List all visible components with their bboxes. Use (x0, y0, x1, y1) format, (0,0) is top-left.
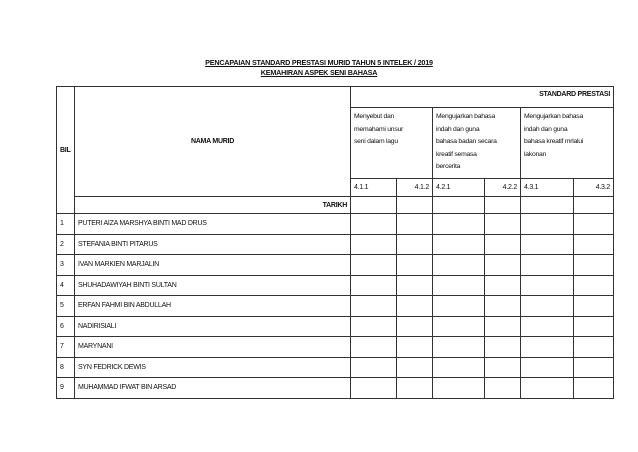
score-cell[interactable] (521, 337, 574, 358)
table-row (57, 296, 614, 317)
score-cell[interactable] (485, 337, 521, 358)
standard-prestasi-header: STANDARD PRESTASI (351, 87, 614, 108)
student-name: MARYNANI (75, 337, 351, 358)
row-number: 3 (57, 255, 75, 276)
score-cell[interactable] (574, 357, 614, 378)
table-row (57, 357, 614, 378)
score-cell[interactable] (485, 234, 521, 255)
table-row (57, 316, 614, 337)
code-4-3-2: 4.3.2 (574, 179, 614, 197)
score-cell[interactable] (574, 234, 614, 255)
student-name: IVAN MARKIEN MARJALIN (75, 255, 351, 276)
achievement-table (56, 86, 614, 399)
score-cell[interactable] (485, 255, 521, 276)
score-cell[interactable] (351, 234, 397, 255)
score-cell[interactable] (574, 378, 614, 399)
date-cell[interactable] (351, 197, 397, 214)
score-cell[interactable] (351, 357, 397, 378)
score-cell[interactable] (397, 337, 433, 358)
nama-murid-header: NAMA MURID (75, 87, 351, 197)
row-number: 2 (57, 234, 75, 255)
score-cell[interactable] (433, 275, 485, 296)
score-cell[interactable] (433, 316, 485, 337)
score-cell[interactable] (574, 337, 614, 358)
score-cell[interactable] (521, 357, 574, 378)
score-cell[interactable] (574, 255, 614, 276)
score-cell[interactable] (397, 214, 433, 235)
document-title: PENCAPAIAN STANDARD PRESTASI MURID TAHUN 5 INTELEK / 2019 (205, 58, 433, 67)
score-cell[interactable] (574, 296, 614, 317)
date-cell[interactable] (433, 197, 485, 214)
score-cell[interactable] (485, 357, 521, 378)
score-cell[interactable] (433, 234, 485, 255)
date-cell[interactable] (485, 197, 521, 214)
score-cell[interactable] (351, 316, 397, 337)
score-cell[interactable] (351, 214, 397, 235)
student-name: PUTERI AIZA MARSHYA BINTI MAD DRUS (75, 214, 351, 235)
score-cell[interactable] (574, 275, 614, 296)
student-name: ERFAN FAHMI BIN ABDULLAH (75, 296, 351, 317)
table-row (57, 378, 614, 399)
row-number: 9 (57, 378, 75, 399)
code-4-1-1: 4.1.1 (351, 179, 397, 197)
tarikh-label: TARIKH (75, 197, 351, 214)
score-cell[interactable] (433, 296, 485, 317)
row-number: 8 (57, 357, 75, 378)
score-cell[interactable] (351, 255, 397, 276)
score-cell[interactable] (521, 378, 574, 399)
row-number: 4 (57, 275, 75, 296)
score-cell[interactable] (521, 214, 574, 235)
row-number: 7 (57, 337, 75, 358)
score-cell[interactable] (574, 214, 614, 235)
code-4-3-1: 4.3.1 (521, 179, 574, 197)
table-row (57, 337, 614, 358)
date-cell[interactable] (521, 197, 574, 214)
score-cell[interactable] (433, 337, 485, 358)
score-cell[interactable] (485, 296, 521, 317)
score-cell[interactable] (397, 275, 433, 296)
score-cell[interactable] (521, 234, 574, 255)
bil-header: BIL (57, 87, 75, 214)
table-row (57, 255, 614, 276)
score-cell[interactable] (485, 214, 521, 235)
code-4-2-2: 4.2.2 (485, 179, 521, 197)
date-cell[interactable] (574, 197, 614, 214)
student-rows (57, 214, 614, 399)
table-row (57, 234, 614, 255)
score-cell[interactable] (521, 275, 574, 296)
score-cell[interactable] (485, 316, 521, 337)
descriptor-4-2: Mengujarkan bahasa indah dan guna bahasa badan secara kreatif semasa bercerita (433, 108, 521, 179)
score-cell[interactable] (485, 275, 521, 296)
score-cell[interactable] (397, 316, 433, 337)
score-cell[interactable] (521, 316, 574, 337)
row-number: 5 (57, 296, 75, 317)
descriptor-4-3: Mengujarkan bahasa indah dan guna bahasa kreatif mrlalui lakonan (521, 108, 614, 179)
row-number: 6 (57, 316, 75, 337)
code-4-2-1: 4.2.1 (433, 179, 485, 197)
table-row (57, 214, 614, 235)
score-cell[interactable] (397, 296, 433, 317)
score-cell[interactable] (397, 255, 433, 276)
score-cell[interactable] (351, 296, 397, 317)
score-cell[interactable] (433, 214, 485, 235)
score-cell[interactable] (521, 255, 574, 276)
code-4-1-2: 4.1.2 (397, 179, 433, 197)
score-cell[interactable] (574, 316, 614, 337)
descriptor-4-1: Menyebut dan memahami unsur seni dalam lagu (351, 108, 433, 179)
score-cell[interactable] (351, 378, 397, 399)
score-cell[interactable] (521, 296, 574, 317)
student-name: STEFANIA BINTI PITARUS (75, 234, 351, 255)
score-cell[interactable] (485, 378, 521, 399)
table-row (57, 275, 614, 296)
student-name: NADIRISIALI (75, 316, 351, 337)
document-subtitle: KEMAHIRAN ASPEK SENI BAHASA (260, 68, 378, 77)
score-cell[interactable] (433, 378, 485, 399)
student-name: MUHAMMAD IFWAT BIN ARSAD (75, 378, 351, 399)
score-cell[interactable] (397, 357, 433, 378)
score-cell[interactable] (351, 337, 397, 358)
student-name: SHUHADAWIYAH BINTI SULTAN (75, 275, 351, 296)
row-number: 1 (57, 214, 75, 235)
score-cell[interactable] (433, 357, 485, 378)
student-name: SYN FEDRICK DEWIS (75, 357, 351, 378)
score-cell[interactable] (433, 255, 485, 276)
score-cell[interactable] (351, 275, 397, 296)
date-cell[interactable] (397, 197, 433, 214)
score-cell[interactable] (397, 234, 433, 255)
score-cell[interactable] (397, 378, 433, 399)
